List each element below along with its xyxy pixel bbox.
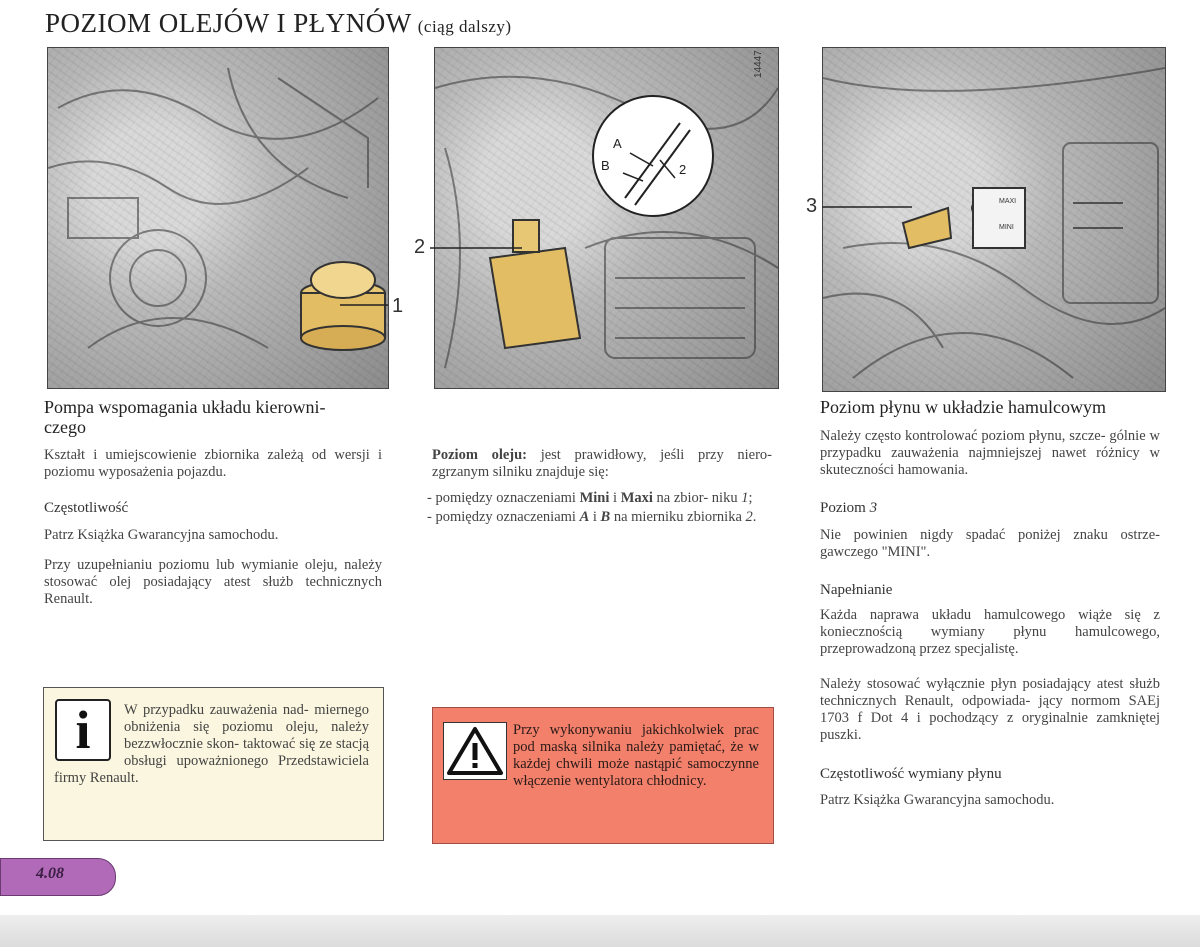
item1-mini: Mini [579,490,610,506]
figure-power-steering-pump [47,47,389,389]
item1-and: i [613,490,618,506]
item2-b: B [600,509,611,525]
item2-and: i [592,509,597,525]
page-number: 4.08 [36,865,64,882]
inset-label-2: 2 [679,162,687,177]
info-icon-spacer [54,702,124,766]
oil-level-paragraph [432,447,772,481]
brake-intro: Należy często kontrolować poziom płynu, szcze- gólnie w przypadku zauważenia najmniejszej nawet różnicy w skuteczności hamowania. [820,428,1160,478]
warning-triangle-icon [443,722,507,780]
item1-pre: - pomiędzy oznaczeniami [427,490,576,506]
callout-3: 3 [806,195,818,217]
brake-reservoir [903,188,1123,248]
heading-line-2: czego [44,417,86,437]
fill-heading: Napełnianie [820,582,893,598]
item1-maxi: Maxi [620,490,653,506]
callout-line-2 [430,238,530,258]
list-item [425,490,771,507]
section-heading-brake: Poziom płynu w układzie hamulcowym [820,397,1106,417]
item2-a: A [579,509,590,525]
oil-level-list [425,490,771,526]
warning-text: Przy wykonywaniu jakichkolwiek prac pod maską silnika należy pamiętać, że w każdej chwili może nastąpić samoczynne włączenie wentylatora chłodnicy. [513,722,759,789]
heading-line-1: Pompa wspomagania układu kierowni- [44,397,326,417]
fill-text-1: Każda naprawa układu hamulcowego wiąże się z koniecznością wymiany płynu hamulcowego, przeprowadzoną przez specjalistę. [820,607,1160,657]
page-title-subtitle: (ciąg dalszy) [417,17,512,36]
figure-code: 14447 [753,50,764,78]
item2-pre: - pomiędzy oznaczeniami [427,509,576,525]
figure-brake-fluid-reservoir [822,47,1166,392]
callout-line-3 [822,197,922,217]
maxi-mark: MAXI [999,198,1017,205]
callout-2: 2 [414,236,426,258]
section-heading-steering [44,397,384,437]
warning-box [432,707,774,844]
info-icon: i [55,699,111,761]
item2-post: na mierniku zbiornika [613,509,742,525]
level-text: Nie powinien nigdy spadać poniżej znaku ostrze- gawczego "MINI". [820,527,1160,560]
info-text [54,702,369,787]
engine-illustration-1 [48,48,388,388]
fill-text-2: Należy stosować wyłącznie płyn posiadający atest służb technicznych Renault, odpowiada- jący normom SAEj 1703 f Dot 4 i pochodzący z oryginalnie zamkniętej puszki. [820,676,1160,743]
callout-1: 1 [392,295,404,317]
page-title [45,8,512,39]
engine-illustration-3 [823,48,1165,391]
figure-oil-level-reservoir [434,47,779,389]
level-heading-text: Poziom [820,500,866,516]
frequency-heading: Częstotliwość [44,500,129,516]
item1-num: 1 [741,490,749,506]
change-heading: Częstotliwość wymiany płynu [820,766,1002,782]
oil-level-text: jest prawidłowy, jeśli przy niero- zgrzanym silniku znajduje się: [432,447,772,480]
page-title-main: POZIOM OLEJÓW I PŁYNÓW [45,8,412,38]
refill-text: Przy uzupełnianiu poziomu lub wymianie oleju, należy stosować olej posiadający atest służb technicznych Renault. [44,557,382,607]
item1-post: na zbior- niku [656,490,738,506]
info-text-content: W przypadku zauważenia nad- miernego obniżenia się poziomu oleju, należy bezzwłocznie skon- taktować się ze stacją obsługi upoważnionego Przedstawiciela firmy Renault. [54,702,369,786]
level-heading-num: 3 [869,500,878,516]
oil-level-label: Poziom oleju: [432,447,528,463]
level-heading [820,500,877,517]
item2-num: 2 [745,509,753,525]
list-item [425,509,771,526]
item2-end: . [752,509,757,525]
frequency-text: Patrz Książka Gwarancyjna samochodu. [44,527,279,543]
change-text: Patrz Książka Gwarancyjna samochodu. [820,792,1055,808]
steering-intro: Kształt i umiejscowienie zbiornika zależą od wersji i poziomu wyposażenia pojazdu. [44,447,382,480]
mini-mark: MINI [999,224,1014,231]
callout-line-1 [340,295,400,315]
dipstick-inset [593,96,713,216]
item1-end: ; [748,490,753,506]
inset-label-a: A [613,136,622,151]
inset-label-b: B [601,158,610,173]
engine-illustration-2 [435,48,778,388]
page-edge [0,915,1200,947]
info-box [43,687,384,841]
